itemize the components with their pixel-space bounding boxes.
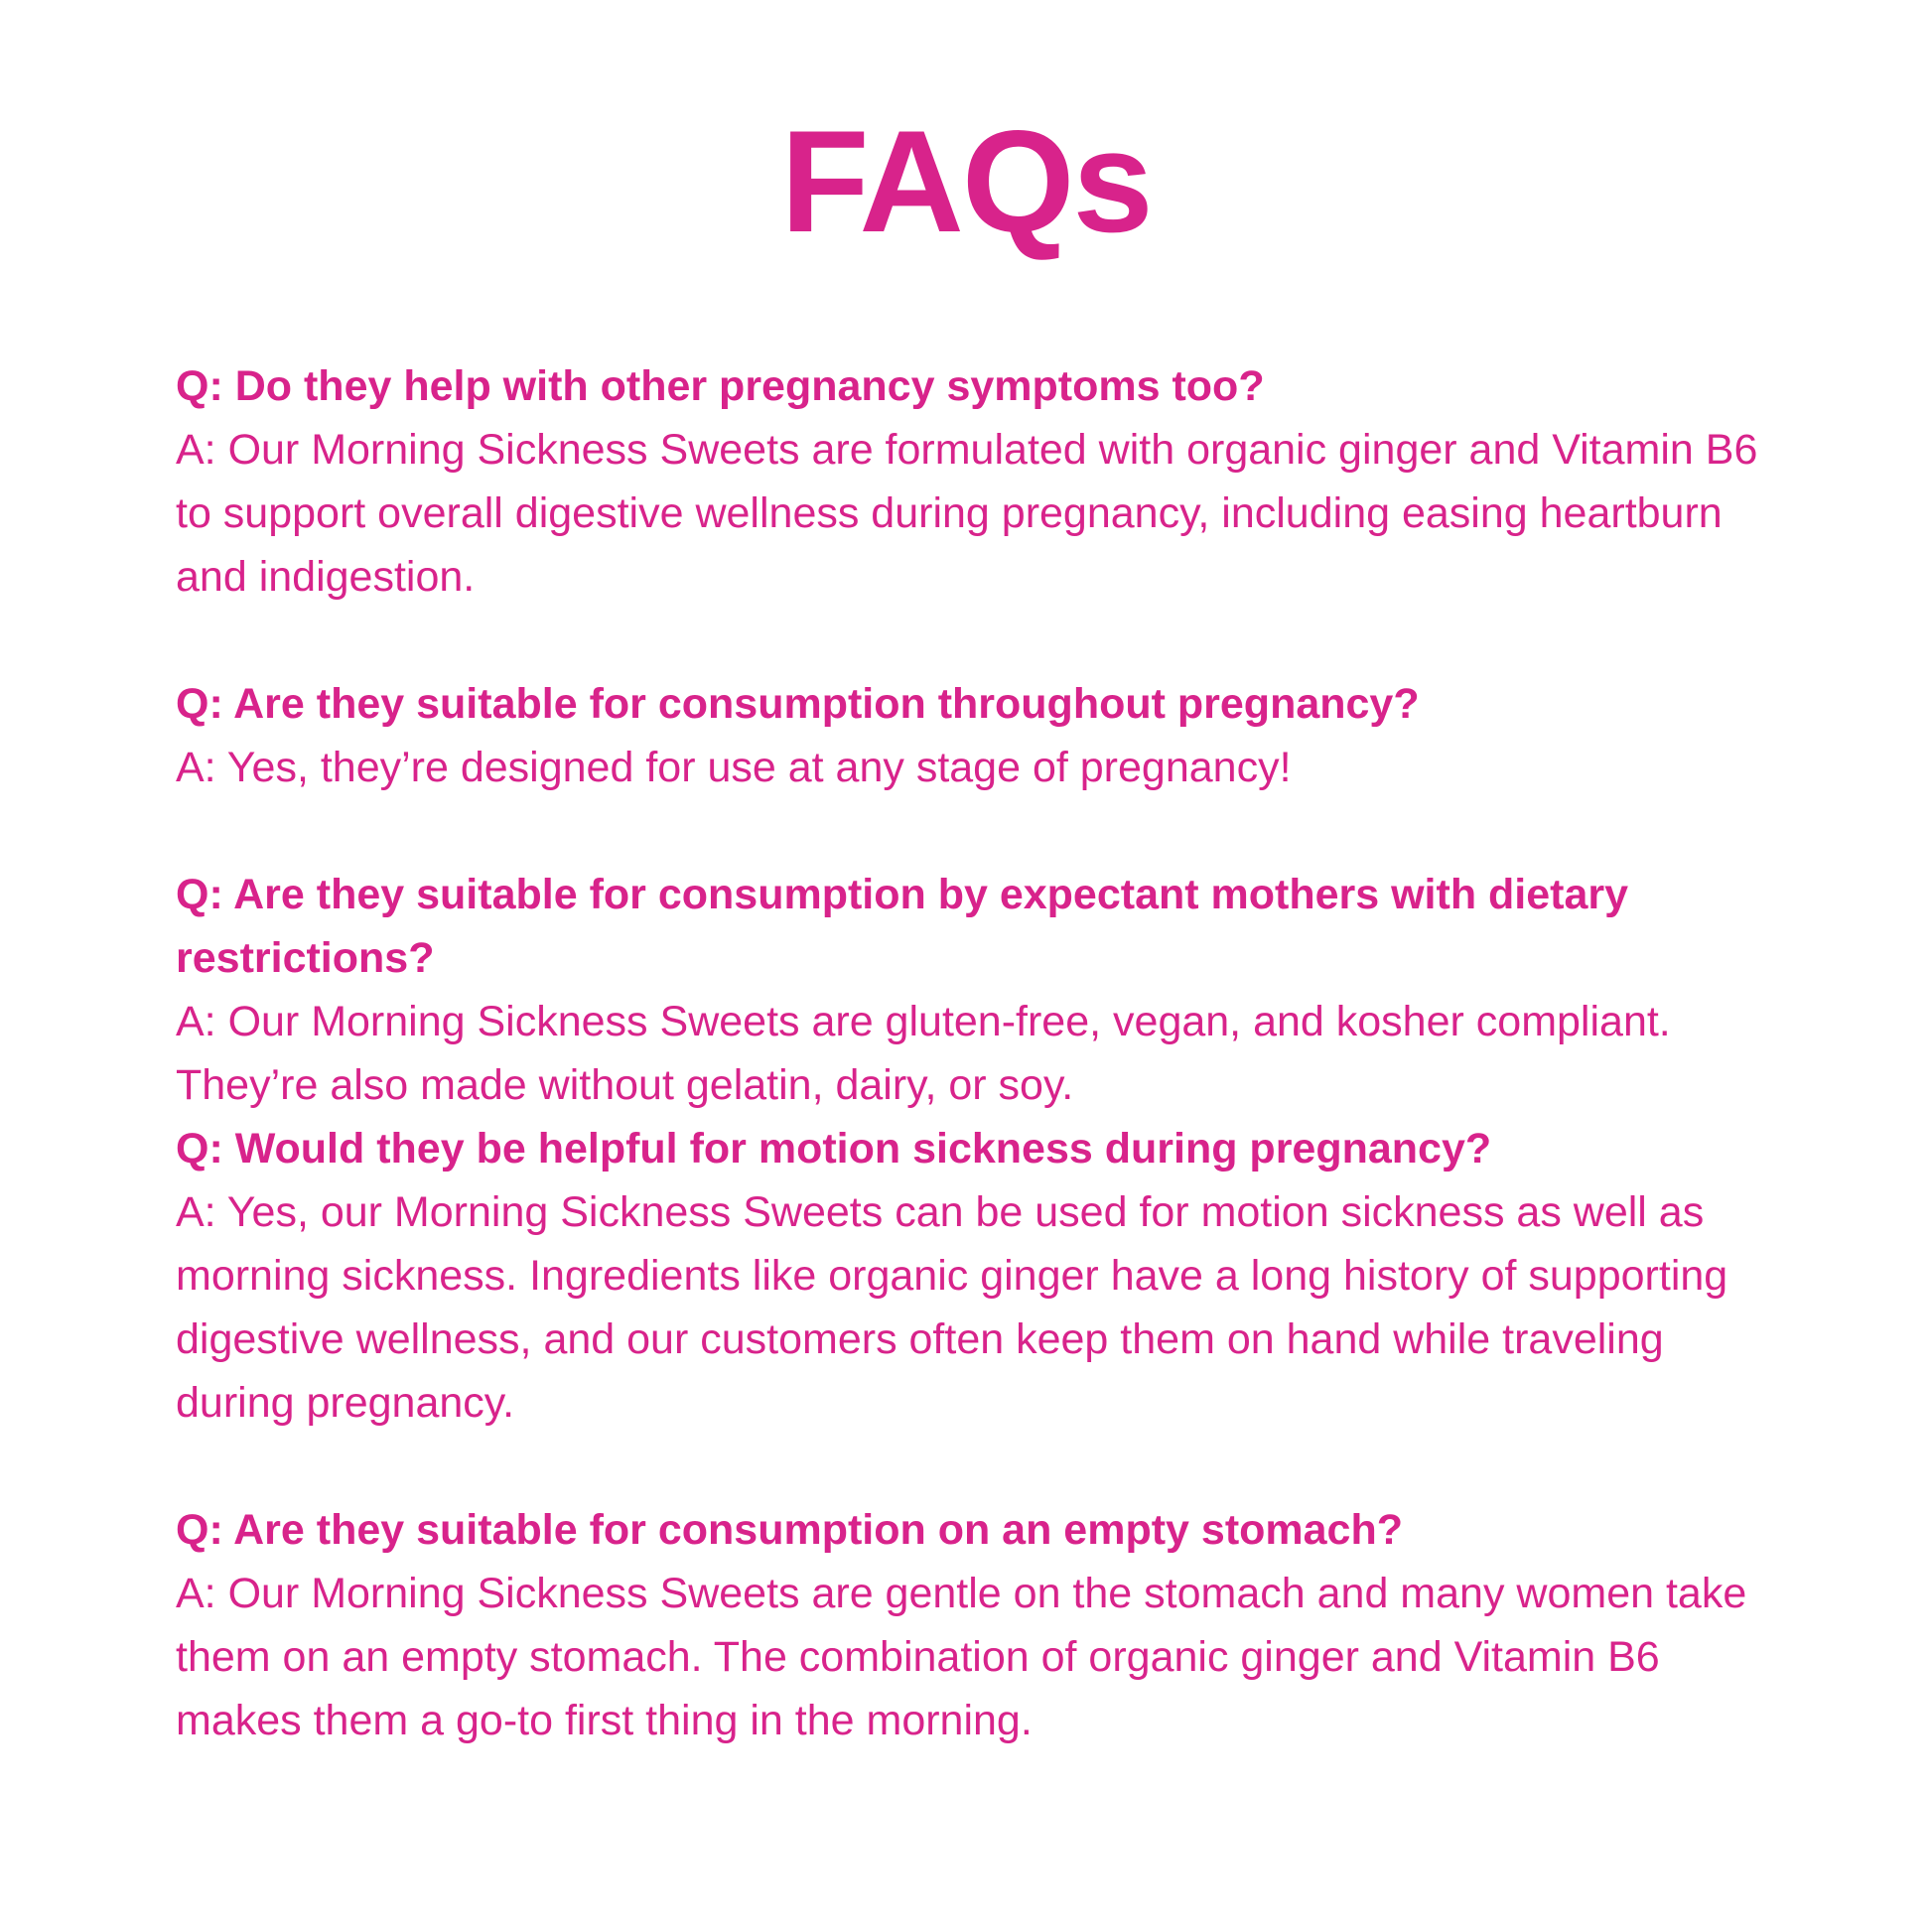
faq-item (176, 354, 1784, 609)
page-title: FAQs (780, 100, 1152, 262)
faq-item (176, 672, 1784, 799)
faq-answer: A: Yes, our Morning Sickness Sweets can be used for motion sickness as well as morning sickness. Ingredients like organic ginger have a long history of supporting digestive wellness, and our customers often keep them on hand while traveling during pregnancy. (176, 1188, 1728, 1427)
faq-question: Q: Are they suitable for consumption on an empty stomach? (176, 1506, 1403, 1554)
faq-item (176, 863, 1784, 1117)
faq-item (176, 1498, 1784, 1752)
faq-question: Q: Are they suitable for consumption throughout pregnancy? (176, 680, 1420, 728)
faq-question: Q: Would they be helpful for motion sickness during pregnancy? (176, 1125, 1492, 1173)
faq-item (176, 1117, 1784, 1435)
faq-list (176, 354, 1784, 1752)
faq-answer: A: Our Morning Sickness Sweets are gentle on the stomach and many women take them on an empty stomach. The combination of organic ginger and Vitamin B6 makes them a go-to first thing in the morning. (176, 1570, 1747, 1744)
faq-answer: A: Our Morning Sickness Sweets are formulated with organic ginger and Vitamin B6 to support overall digestive wellness during pregnancy, including easing heartburn and indigestion. (176, 426, 1758, 601)
faq-question: Q: Are they suitable for consumption by expectant mothers with dietary restrictions? (176, 871, 1629, 982)
faq-answer: A: Yes, they’re designed for use at any stage of pregnancy! (176, 744, 1292, 791)
faq-question: Q: Do they help with other pregnancy symptoms too? (176, 362, 1265, 410)
faq-answer: A: Our Morning Sickness Sweets are gluten-free, vegan, and kosher compliant. They’re also made without gelatin, dairy, or soy. (176, 998, 1671, 1109)
